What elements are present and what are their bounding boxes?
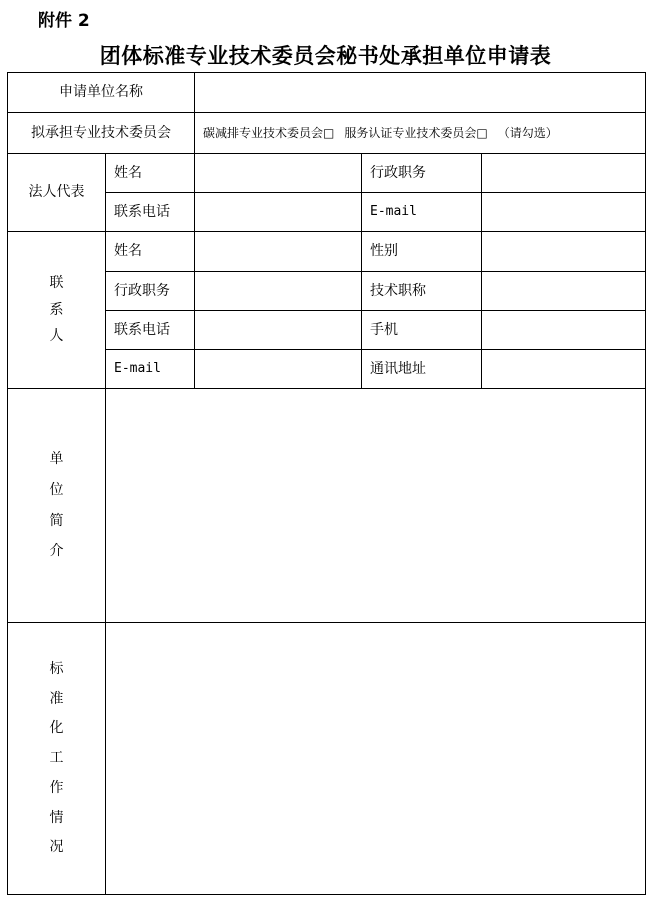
contact-name-field[interactable] [195, 232, 362, 272]
contact-char-2: 系 [49, 301, 64, 318]
service-committee-checkbox[interactable]: 服务认证专业技术委员会□ [344, 125, 488, 140]
committee-options [195, 113, 646, 154]
intro-char-1: 单 [49, 450, 64, 467]
contact-position-label: 行政职务 [106, 272, 195, 311]
legal-rep-phone-field[interactable] [195, 193, 362, 232]
std-char-3: 化 [49, 720, 64, 737]
contact-mobile-field[interactable] [482, 311, 646, 350]
legal-rep-phone-label: 联系电话 [106, 193, 195, 232]
std-char-5: 作 [49, 779, 64, 796]
std-char-1: 标 [49, 660, 64, 677]
legal-rep-name-label: 姓名 [106, 154, 195, 193]
std-char-7: 况 [49, 839, 64, 856]
unit-intro-label [8, 389, 106, 623]
contact-char-1: 联 [49, 274, 64, 291]
contact-name-label: 姓名 [106, 232, 195, 272]
std-char-6: 情 [49, 809, 64, 826]
contact-gender-field[interactable] [482, 232, 646, 272]
legal-rep-label: 法人代表 [8, 154, 106, 232]
contact-mobile-label: 手机 [362, 311, 482, 350]
legal-rep-position-label: 行政职务 [362, 154, 482, 193]
contact-title-field[interactable] [482, 272, 646, 311]
contact-char-3: 人 [49, 328, 64, 345]
contact-gender-label: 性别 [362, 232, 482, 272]
intro-char-2: 位 [49, 481, 64, 498]
applicant-unit-field[interactable] [195, 73, 646, 113]
std-char-4: 工 [49, 750, 64, 767]
contact-phone-label: 联系电话 [106, 311, 195, 350]
contact-email-label: E-mail [106, 350, 195, 389]
check-hint: （请勾选） [497, 125, 558, 140]
form-title: 团体标准专业技术委员会秘书处承担单位申请表 [99, 43, 552, 68]
contact-position-field[interactable] [195, 272, 362, 311]
carbon-committee-checkbox[interactable]: 碳减排专业技术委员会□ [203, 125, 335, 140]
legal-rep-name-field[interactable] [195, 154, 362, 193]
attachment-label: 附件 2 [38, 11, 90, 31]
application-form-table [7, 72, 646, 895]
applicant-unit-label: 申请单位名称 [8, 73, 195, 113]
intro-char-4: 介 [49, 543, 64, 560]
contact-phone-field[interactable] [195, 311, 362, 350]
unit-intro-field[interactable] [106, 389, 646, 623]
legal-rep-position-field[interactable] [482, 154, 646, 193]
legal-rep-email-label: E-mail [362, 193, 482, 232]
std-work-label [8, 623, 106, 895]
contact-title-label: 技术职称 [362, 272, 482, 311]
std-char-2: 准 [49, 690, 64, 707]
contact-address-label: 通讯地址 [362, 350, 482, 389]
legal-rep-email-field[interactable] [482, 193, 646, 232]
contact-email-field[interactable] [195, 350, 362, 389]
std-work-field[interactable] [106, 623, 646, 895]
intro-char-3: 简 [49, 512, 64, 529]
committee-label: 拟承担专业技术委员会 [8, 113, 195, 154]
contact-label [8, 232, 106, 389]
contact-address-field[interactable] [482, 350, 646, 389]
